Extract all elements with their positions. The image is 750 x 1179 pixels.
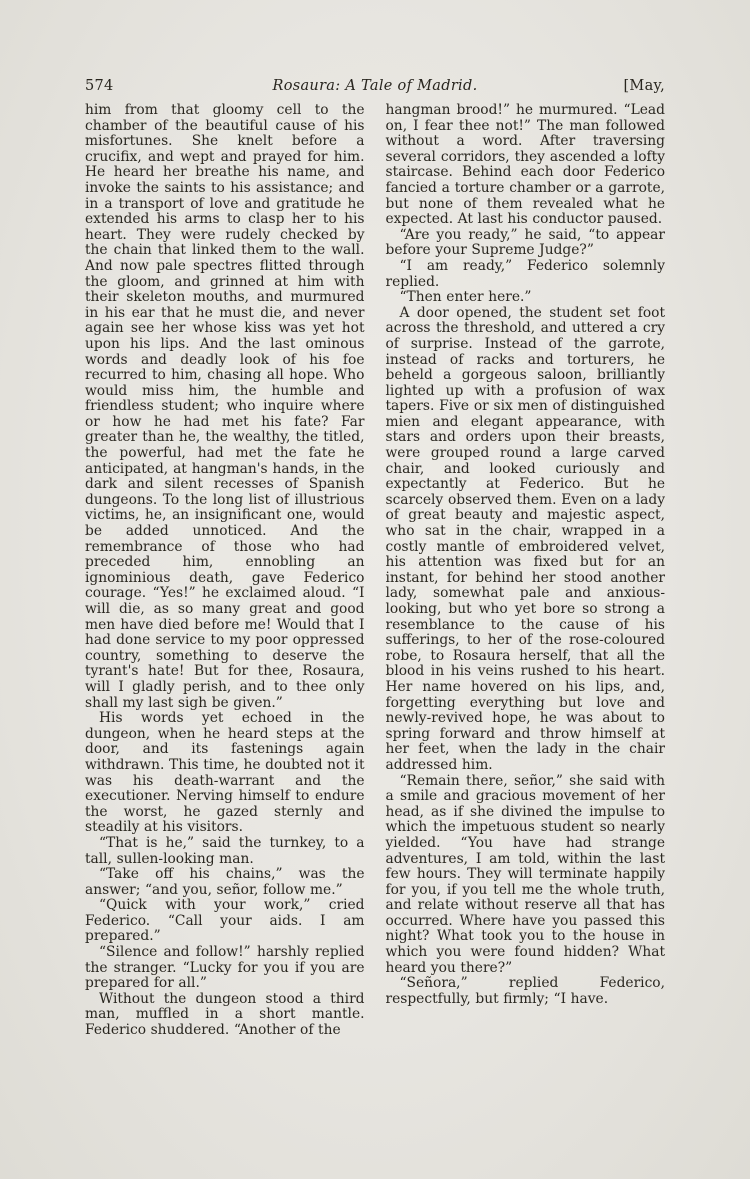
paragraph: “Quick with your work,” cried Federico. “Call your aids. I am prepared.” xyxy=(85,897,365,945)
right-column xyxy=(386,103,666,1039)
paragraph: “Take off his chains,” was the answer; “and you, señor, follow me.” xyxy=(85,866,365,898)
paragraph: Without the dungeon stood a third man, muffled in a short mantle. Federico shuddered. “Another of the xyxy=(85,990,365,1039)
text-columns xyxy=(85,103,665,1039)
page-title: Rosaura: A Tale of Madrid. xyxy=(272,78,478,94)
paragraph: him from that gloomy cell to the chamber of the beautiful cause of his misfortunes. She knelt before a crucifix, and wept and prayed for him. He heard her breathe his name, and invoke the saints to his assistance; and in a transport of love and gratitude he extended his arms to clasp her to his heart. They were rudely checked by the chain that linked them to the wall. And now pale spectres flitted through the gloom, and grinned at him with their skeleton mouths, and murmured in his ear that he must die, and never again see her whose kiss was yet hot upon his lips. And the last ominous words and deadly look of his foe recurred to him, chasing all hope. Who would miss him, the humble and friendless student; who inquire where or how he had met his fate? Far greater than he, the wealthy, the titled, the powerful, had met the fate he anticipated, at hangman's hands, in the dark and silent recesses of Spanish dungeons. To the long list of illustrious victims, he, an insignificant one, would be added unnoticed. And the remembrance of those who had preceded him, ennobling an ignominious death, gave Federico courage. “Yes!” he exclaimed aloud. “I will die, as so many great and good men have died before me! Would that I had done service to my poor oppressed country, something to deserve the tyrant's hate! But for thee, Rosaura, will I gladly perish, and to thee only shall my last sigh be given.” xyxy=(85,102,365,711)
paragraph: “I am ready,” Federico solemnly replied. xyxy=(385,257,665,290)
paragraph: A door opened, the student set foot across the threshold, and uttered a cry of surprise. Instead of the garrote, instead of racks and torturers, he beheld a gorgeous saloon, brilliantly lighted up with a profusion of wax tapers. Five or six men of distinguished mien and elegant appearance, with stars and orders upon their breasts, were grouped round a large carved chair, and looked curiously and expectantly at Federico. But he scarcely observed them. Even on a lady of great beauty and majestic aspect, who sat in the chair, wrapped in a costly mantle of embroidered velvet, his attention was fixed but for an instant, for behind her stood another lady, somewhat pale and anxious-looking, but who yet bore so strong a resemblance to the cause of his sufferings, to her of the rose-coloured robe, to Rosaura herself, that all the blood in his veins rushed to his heart. Her name hovered on his lips, and, forgetting everything but love and newly-revived hope, he was about to spring forward and throw himself at her feet, when the lady in the chair addressed him. xyxy=(385,304,665,773)
paragraph: “Silence and follow!” harshly replied the stranger. “Lucky for you if you are prepared for all.” xyxy=(85,944,365,992)
paragraph: hangman brood!” he murmured. “Lead on, I fear thee not!” The man followed without a word. After traversing several corridors, they ascended a lofty staircase. Behind each door Federico fancied a torture chamber or a garrote, but none of them revealed what he expected. At last his conductor paused. xyxy=(385,102,665,228)
paragraph: “That is he,” said the turnkey, to a tall, sullen-looking man. xyxy=(85,834,365,867)
page-header xyxy=(85,78,665,94)
paragraph: “Remain there, señor,” she said with a smile and gracious movement of her head, as if she divined the impulse to which the impetuous student so nearly yielded. “You have had strange adventures, I am told, within the last few hours. They will terminate happily for you, if you tell me the whole truth, and relate without reserve all that has occurred. Where have you passed this night? What took you to the house in which you were found hidden? What heard you there?” xyxy=(385,772,665,976)
left-column xyxy=(85,103,365,1039)
issue-label: [May, xyxy=(623,78,665,94)
paragraph: “Are you ready,” he said, “to appear before your Supreme Judge?” xyxy=(385,226,665,259)
paragraph: “Then enter here.” xyxy=(399,289,532,306)
paragraph: “Señora,” replied Federico, respectfully, but firmly; “I have. xyxy=(385,975,665,1007)
page-number: 574 xyxy=(85,78,114,94)
paragraph: His words yet echoed in the dungeon, when he heard steps at the door, and its fastenings again withdrawn. This time, he doubted not it was his death-warrant and the executioner. Nerving himself to endure the worst, he gazed sternly and steadily at his visitors. xyxy=(85,710,365,836)
